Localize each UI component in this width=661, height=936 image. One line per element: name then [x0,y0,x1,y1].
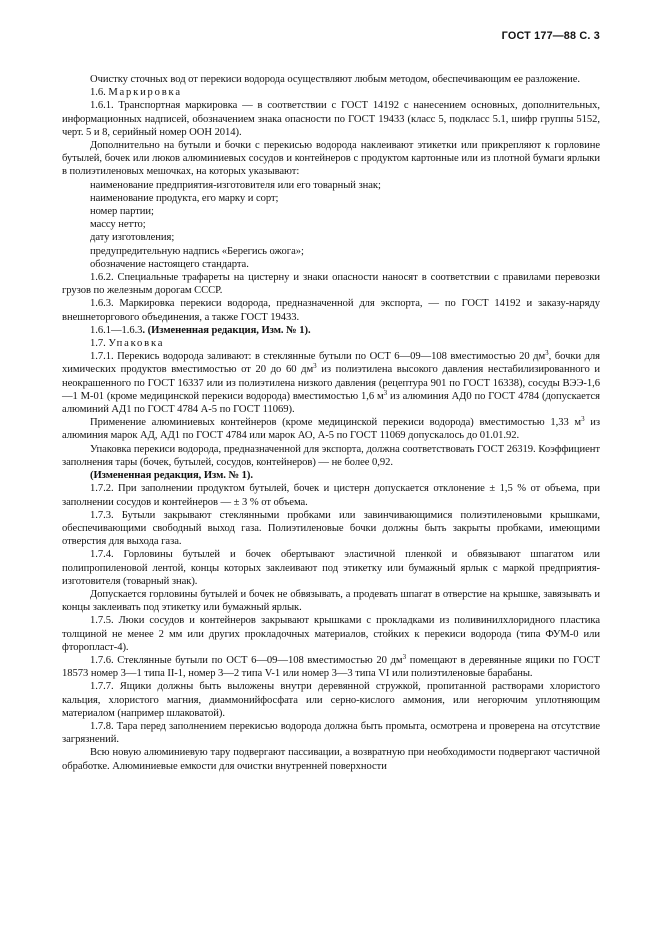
list-item: предупредительную надпись «Берегись ожога»; [90,245,304,257]
section-number: 1.7. [90,338,106,350]
section-number: 1.6. [90,87,106,99]
paragraph-twine: Допускается горловины бутылей и бочек не обвязывать, а продевать шпагат в отверстие на крышке, завязывать и концы заклеивать под этикетку или бумажный ярлык. [62,588,600,614]
amendment-text: . (Измененная редакция, Изм. № 1). [142,324,311,336]
paragraph-1-7-8: 1.7.8. Тара перед заполнением перекисью водорода должна быть промыта, осмотрена и проверена на отсутствие загрязнений. [62,720,600,746]
paragraph-1-7-6: 1.7.6. Стеклянные бутыли по ОСТ 6—09—108 вместимостью 20 $дм^3$ помещают в деревянные ящики по ГОСТ 18573 номер 3—1 типа II-1, номер 3—2 типа V-1 или номер 3—3 типа VI или полиэтиленовые барабаны. [62,652,600,680]
paragraph-1-7-3: 1.7.3. Бутыли закрывают стеклянными пробками или завинчивающимися полиэтиленовыми крышками, обеспечивающими свободный выход газа. Полиэтиленовые бочки должны быть закрыты пробками, имеющими отверстия для выхода газа. [62,509,600,548]
paragraph-export-packaging: Упаковка перекиси водорода, предназначенной для экспорта, должна соответствовать ГОСТ 26319. Коэффициент заполнения тары (бочек, бутылей, сосудов, контейнеров) — не более 0,92. [62,443,600,468]
amendment-note [62,324,600,337]
list-item: дату изготовления; [90,232,175,244]
paragraph-1-7-4: 1.7.4. Горловины бутылей и бочек обертывают эластичной пленкой и обвязывают шпагатом или полипропиленовой лентой, концы которых заклеивают под этикетку или бумажный ярлык с маркой предприятия-изготовителя (товарный знак). [62,549,600,587]
paragraph-1-7-2: 1.7.2. При заполнении продуктом бутылей, бочек и цистерн допускается отклонение ± 1,5 % от объема, при заполнении сосудов и контейнеров — ± 3 % от объема. [62,483,600,508]
paragraph-1-6-2: 1.6.2. Специальные трафареты на цистерну и знаки опасности наносят в соответствии с правилами перевозки грузов по железным дорогам СССР. [62,272,600,297]
page-header: ГОСТ 177—88 С. 3 [501,30,600,42]
paragraph-1-6-1: 1.6.1. Транспортная маркировка — в соответствии с ГОСТ 14192 с нанесением основных, дополнительных, информационных надписей, обозначением знака опасности по ГОСТ 19433 (класс 5, подкласс 5.1, шифр группы 5152, черт. 5 и 8, серийный номер ООН 2014). [62,100,600,138]
list-item: номер партии; [90,206,154,218]
paragraph-wastewater: Очистку сточных вод от перекиси водорода осуществляют любым методом, обеспечивающим ее разложение. [90,74,581,85]
list-item: наименование предприятия-изготовителя или его товарный знак; [90,179,381,191]
list-item: обозначение настоящего стандарта. [90,258,249,270]
list-item: массу нетто; [90,219,146,231]
paragraph-aluminium-containers: Применение алюминиевых контейнеров (кроме медицинской перекиси водорода) вместимостью 1,33 $м^3$ из алюминия марок АД, АД1 по ГОСТ 4784 или марок АО, А-5 по ГОСТ 11069 допускалось до 01.01.92. [62,415,600,442]
section-title: Упаковка [108,338,165,350]
amendment-range: 1.6.1—1.6.3 [90,324,143,336]
section-title: Маркировка [108,87,182,99]
paragraph-1-7-5: 1.7.5. Люки сосудов и контейнеров закрывают крышками с прокладками из поливинилхлоридного пластика толщиной не менее 2 мм или других прокладочных материалов, стойких к перекиси водорода (типа ФУМ-0 или фторопласт-4). [62,615,600,653]
section-heading-packaging [62,337,600,350]
paragraph-1-7-7: 1.7.7. Ящики должны быть выложены внутри деревянной стружкой, пропитанной растворами хлористого кальция, хлористого магния, диаммонийфосфата или серно-кислого аммония, или негорючим уплотняющим материалом (например шлаковатой). [62,681,600,719]
list-item: наименование продукта, его марку и сорт; [90,192,279,204]
document-body [62,73,600,773]
amendment-note: (Измененная редакция, Изм. № 1). [90,470,253,482]
paragraph-1-7-1: 1.7.1. Перекись водорода заливают: в стеклянные бутыли по ОСТ 6—09—108 вместимостью 20 $дм^3$, бочки для химических продуктов вместимостью от 20 до 60 $дм^3$ из полиэтилена высокого давления нестабилизированного и неокрашенного по ГОСТ 16337 или из полиэтилена низкого давления (рецептура 901 по ГОСТ 16338), сосуды ВЭЭ-1,6—1 М-01 (кроме медицинской перекиси водорода) вместимостью 1,6 $м^3$ из алюминия АД0 по ГОСТ 4784 (допускается алюминий АД1 по ГОСТ 4784 А-5 по ГОСТ 11069). [62,349,601,416]
section-heading-marking [62,86,600,99]
document-page [62,0,600,936]
paragraph-passivation: Всю новую алюминиевую тару подвергают пассивации, а возвратную при необходимости подвергают частичной обработке. Алюминиевые емкости для очистки внутренней поверхности [62,747,600,772]
paragraph-1-6-3: 1.6.3. Маркировка перекиси водорода, предназначенной для экспорта, — по ГОСТ 14192 и заказу-наряду внешнеторгового объединения, а также ГОСТ 19433. [62,298,600,323]
paragraph-labels: Дополнительно на бутыли и бочки с перекисью водорода наклеивают этикетки или прикрепляют к горловине бутылей, бочек или люков алюминиевых сосудов и контейнеров с продуктом картонные или из плотной бумаги ярлыки в полиэтиленовых мешочках, на которых указывают: [62,140,600,178]
